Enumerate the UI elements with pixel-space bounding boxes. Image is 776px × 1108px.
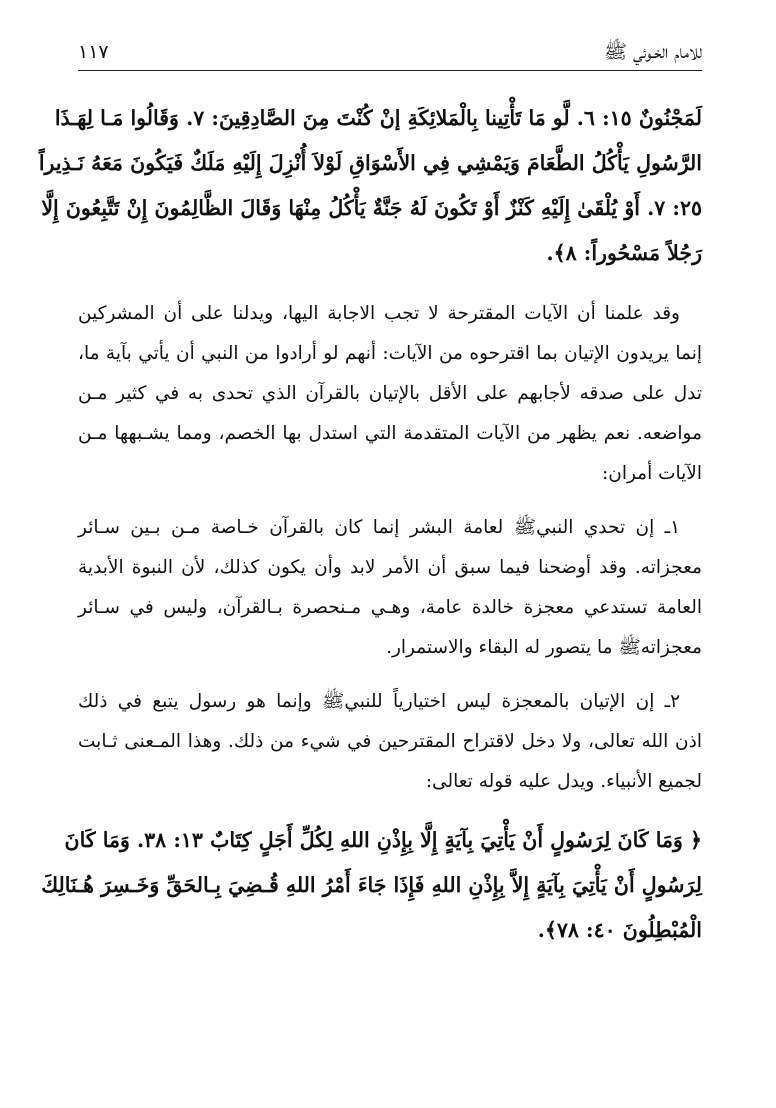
point-2	[78, 682, 702, 802]
paragraph-line: اذن الله تعالى، ولا دخل لاقتراح المقترحين في شيء من ذلك. وهذا المـعنى ثـابت	[78, 731, 702, 752]
paragraph-line: تدل على صدقه لأجابهم على الأقل بالإتيان بالقرآن الذي تحدى به في كثير مـن	[78, 383, 702, 404]
paragraph-line: ٢ـ إن الإتيان بالمعجزة ليس اختيارياً للنبيﷺ وإنما هو رسول يتبع في ذلك	[78, 691, 680, 712]
paragraph-line: مواضعه. نعم يظهر من الآيات المتقدمة التي استدل بها الخصم، ومما يشـبهها مـن	[78, 423, 702, 444]
paragraph-line: معجزاتهﷺ ما يتصور له البقاء والاستمرار.	[386, 637, 702, 658]
paragraph-line: العامة تستدعي معجزة خالدة عامة، وهـي مـنحصرة بـالقرآن، وليس في سـائر	[78, 597, 702, 618]
running-title: للامام الخـوئي ﷺ	[604, 41, 702, 63]
paragraph-line: معجزاته. وقد أوضحنا فيما سبق أن الأمر لابد وأن يكون كذلك، لأن النبوة الأبدية	[78, 557, 702, 578]
quran-line: لَمَجْنُونٌ ١٥: ٦. لَّو مَا تَأْتِينا بِالْمَلائِكَةِ إنْ كُنْتَ مِنَ الصَّادِقِينَ: ٧. وَقَالُوا مَـا لِهَـذَا	[54, 106, 702, 130]
paragraph-line: وقد علمنا أن الآيات المقترحة لا تجب الاجابة اليها، ويدلنا على أن المشركين	[78, 303, 680, 324]
paragraph-line: ١ـ إن تحدي النبيﷺ لعامة البشر إنما كان بالقرآن خـاصة مـن بـين سـائر	[78, 517, 680, 538]
page-body	[38, 90, 702, 953]
quran-verses-block-1	[38, 96, 702, 276]
paragraph-line: لجميع الأنبياء. ويدل عليه قوله تعالى:	[425, 771, 702, 792]
quran-line: لِرَسُولٍ أَنْ يَأْتِيَ بِآيَةٍ إِلاَّ بِإِذْنِ اللهِ فَإِذَا جَاءَ أَمْرُ اللهِ قُـضِيَ بِـالحَقِّ وَخَـسِرَ هُـنَالِكَ	[41, 873, 702, 897]
quran-line: الْمُبْطِلُونَ ٤٠: ٧٨﴾.	[537, 918, 702, 942]
paragraph-1	[78, 294, 702, 494]
quran-verses-block-2	[41, 818, 702, 953]
quran-line: ﴿ وَمَا كَانَ لِرَسُولٍ أَنْ يَأْتِيَ بِآيَةٍ إِلَّا بِإِذْنِ اللهِ لِكُلِّ أَجَلٍ كِتَابٌ ١٣: ٣٨. وَمَا كَانَ	[64, 828, 702, 852]
paragraph-line: الآيات أمران:	[602, 463, 702, 484]
page-header	[78, 38, 702, 68]
quran-line: الرَّسُولِ يَأْكُلُ الطَّعَامَ وَيَمْشِي فِي الأَسْوَاقِ لَوْلاَ أُنْزِلَ إِلَيْهِ مَلَكٌ فَيَكُونَ مَعَهُ نَـذِيراً	[38, 151, 702, 175]
point-1	[78, 508, 702, 668]
paragraph-line: إنما يريدون الإتيان بما اقترحوه من الآيات: أنهم لو أرادوا من النبي أن يأتي بآية ما،	[78, 343, 702, 364]
header-rule	[78, 70, 702, 71]
page-number: ١١٧	[78, 41, 109, 63]
quran-line: رَجُلاً مَسْحُوراً: ٨﴾.	[546, 241, 702, 265]
quran-line: ٢٥: ٧. أَوْ يُلْقَىٰ إِلَيْهِ كَنْزٌ أَوْ تَكُونَ لَهُ جَنَّةٌ يَأْكُلُ مِنْهَا وَقَالَ الظَّالِمُونَ إِنْ تَتَّبِعُونَ إِلَّا	[41, 196, 702, 220]
